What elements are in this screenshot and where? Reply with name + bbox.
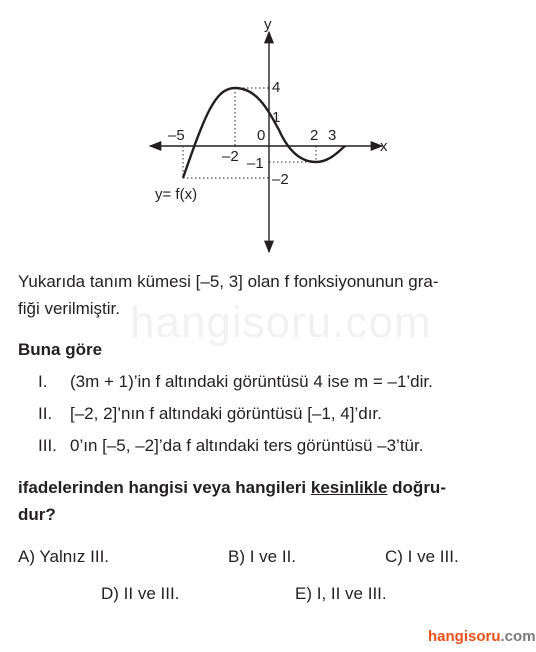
- option-b[interactable]: B) I ve II.: [228, 547, 297, 566]
- watermark: hangisoru.com: [130, 298, 432, 347]
- intro-line-2: fiği verilmiştir.: [18, 299, 121, 318]
- question-part-2: doğru-: [387, 478, 446, 497]
- tick-label-y-minus2: –2: [272, 171, 289, 188]
- intro-paragraph: [18, 268, 523, 322]
- lead-text: Buna göre: [18, 340, 103, 359]
- tick-label-x-minus5: –5: [168, 127, 185, 144]
- axis-label-y: y: [264, 16, 272, 33]
- brand-part-1: hangi: [428, 628, 468, 645]
- option-d[interactable]: D) II ve III.: [101, 584, 180, 603]
- statement-2: [38, 404, 382, 424]
- statement-1: [38, 372, 433, 392]
- statement-text: [–2, 2]’nın f altındaki görüntüsü [–1, 4]’dır.: [70, 404, 382, 423]
- brand-part-3: .com: [500, 628, 536, 645]
- function-graph: [0, 0, 531, 262]
- statement-text: (3m + 1)’in f altındaki görüntüsü 4 ise m = –1’dir.: [70, 372, 433, 391]
- question-part-1: ifadelerinden hangisi veya hangileri: [18, 478, 311, 497]
- tick-label-origin: 0: [257, 127, 266, 144]
- tick-label-x-2: 2: [310, 127, 319, 144]
- statement-number: I.: [38, 372, 48, 391]
- tick-label-y-minus1: –1: [247, 155, 264, 172]
- intro-line-1: Yukarıda tanım kümesi [–5, 3] olan f fonksiyonunun gra-: [18, 272, 439, 291]
- question-text: [18, 474, 523, 528]
- axis-label-x: x: [380, 138, 388, 155]
- statement-3: [38, 436, 423, 456]
- statement-number: II.: [38, 404, 53, 423]
- function-label: y= f(x): [155, 186, 198, 203]
- option-a[interactable]: A) Yalnız III.: [18, 547, 110, 566]
- tick-label-x-minus2: –2: [222, 148, 239, 165]
- brand-logo: [428, 628, 536, 645]
- option-c[interactable]: C) I ve III.: [385, 547, 459, 566]
- statement-text: 0’ın [–5, –2]’da f altındaki ters görüntüsü –3’tür.: [70, 436, 424, 455]
- question-line-1: [18, 474, 523, 501]
- tick-label-x-3: 3: [328, 127, 337, 144]
- option-e[interactable]: E) I, II ve III.: [295, 584, 387, 603]
- brand-part-2: soru: [468, 628, 501, 645]
- statement-number: III.: [38, 436, 57, 455]
- tick-label-y-4: 4: [272, 79, 281, 96]
- question-line-2: dur?: [18, 505, 56, 524]
- question-underlined-word: kesinlikle: [310, 478, 388, 497]
- tick-label-y-1: 1: [272, 109, 281, 126]
